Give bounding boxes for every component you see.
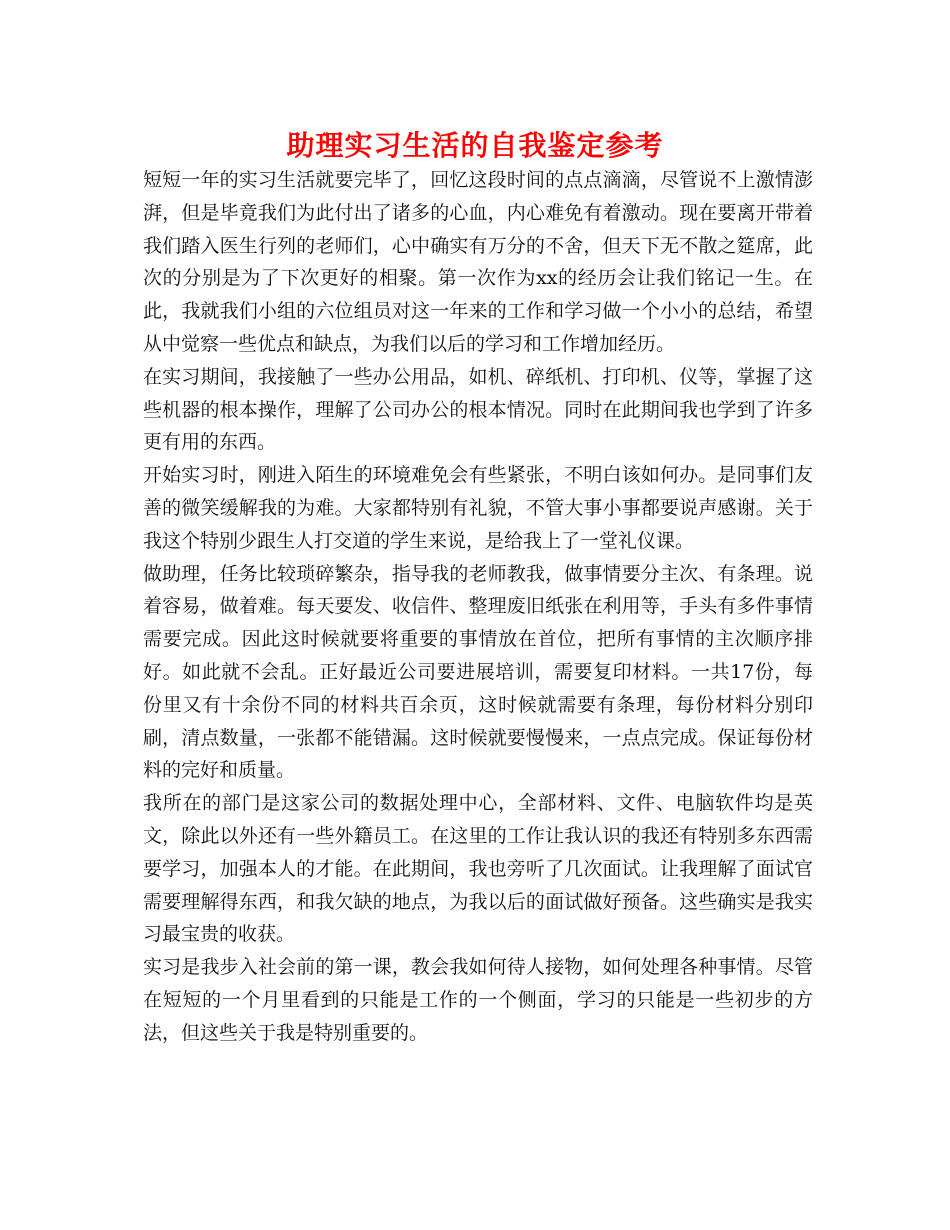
paragraph-6: 实习是我步入社会前的第一课，教会我如何待人接物，如何处理各种事情。尽管在短短的一个月里看到的只能是工作的一个侧面，学习的只能是一些初步的方法，但这些关于我是特别重要的。 [143,956,813,1044]
paragraph-2: 在实习期间，我接触了一些办公用品，如机、碎纸机、打印机、仪等，掌握了这些机器的根本操作，理解了公司办公的根本情况。同时在此期间我也学到了许多更有用的东西。 [143,365,813,454]
document-title: 助理实习生活的自我鉴定参考 [286,129,664,162]
paragraph-5: 我所在的部门是这家公司的数据处理中心，全部材料、文件、电脑软件均是英文，除此以外还有一些外籍员工。在这里的工作让我认识的我还有特别多东西需要学习，加强本人的才能。在此期间，我也旁听了几次面试。让我理解了面试官需要理解得东西，和我欠缺的地点，为我以后的面试做好预备。这些确实是我实习最宝贵的收获。 [143,792,813,946]
paragraph-1: 短短一年的实习生活就要完毕了，回忆这段时间的点点滴滴，尽管说不上激情澎湃，但是毕竟我们为此付出了诸多的心血，内心难免有着激动。现在要离开带着我们踏入医生行列的老师们，心中确实有万分的不舍，但天下无不散之筵席，此次的分别是为了下次更好的相聚。第一次作为xx的经历会让我们铭记一生。在此，我就我们小组的六位组员对这一年来的工作和学习做一个小小的总结，希望从中觉察一些优点和缺点，为我们以后的学习和工作增加经历。 [143,169,813,355]
paragraph-3: 开始实习时，刚进入陌生的环境难免会有些紧张，不明白该如何办。是同事们友善的微笑缓解我的为难。大家都特别有礼貌，不管大事小事都要说声感谢。关于我这个特别少跟生人打交道的学生来说，是给我上了一堂礼仪课。 [143,464,813,552]
document-body [143,164,813,1050]
paragraph-4: 做助理，任务比较琐碎繁杂，指导我的老师教我，做事情要分主次、有条理。说着容易，做着难。每天要发、收信件、整理废旧纸张在利用等，手头有多件事情需要完成。因此这时候就要将重要的事情放在首位，把所有事情的主次顺序排好。如此就不会乱。正好最近公司要进展培训，需要复印材料。一共17份，每份里又有十余份不同的材料共百余页，这时候就需要有条理，每份材料分别印刷，清点数量，一张都不能错漏。这时候就要慢慢来，一点点完成。保证每份材料的完好和质量。 [143,562,813,782]
